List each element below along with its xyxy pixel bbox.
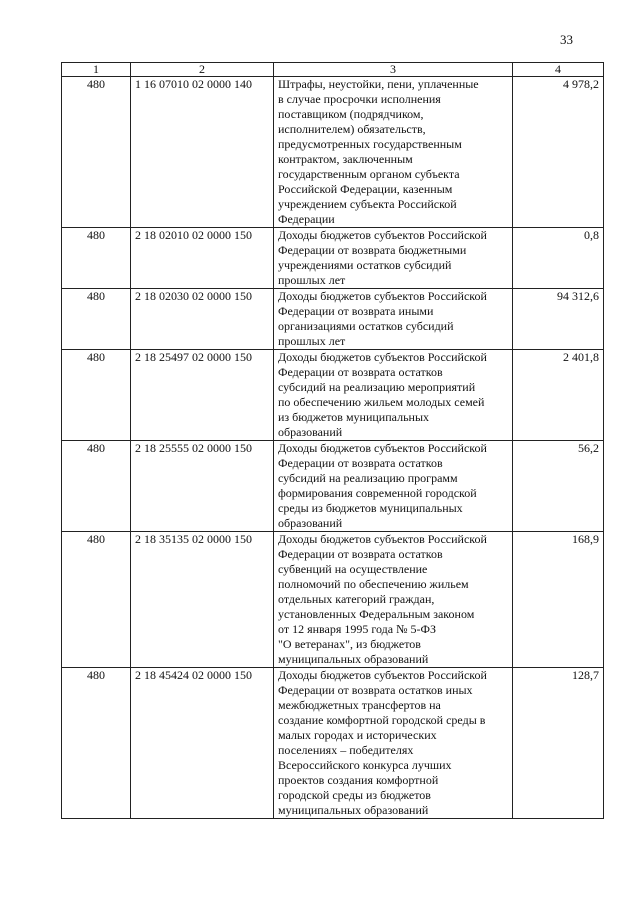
revenue-name-line: Федерации от возврата остатков [278, 547, 443, 561]
revenue-name-line: по обеспечению жильем молодых семей [278, 395, 485, 409]
revenue-name-line: прошлых лет [278, 334, 346, 348]
table-row [62, 228, 604, 289]
revenue-name-line: среды из бюджетов муниципальных [278, 501, 463, 515]
revenue-name-line: контрактом, заключенным [278, 152, 413, 166]
admin-code-cell: 480 [62, 532, 131, 668]
revenue-name-line: от 12 января 1995 года № 5-ФЗ [278, 622, 437, 636]
budget-code-cell: 2 18 25555 02 0000 150 [131, 441, 274, 532]
revenue-name-line: Федерации от возврата иными [278, 304, 434, 318]
revenue-name-line: поселениях – победителях [278, 743, 414, 757]
revenue-name-line: учреждением субъекта Российской [278, 197, 457, 211]
revenue-name-line: Штрафы, неустойки, пени, уплаченные [278, 77, 479, 91]
column-header-2: 2 [131, 63, 274, 77]
revenue-name-line: государственным органом субъекта [278, 167, 460, 181]
revenue-name-line: субсидий на реализацию мероприятий [278, 380, 476, 394]
revenue-name-line: отдельных категорий граждан, [278, 592, 435, 606]
revenue-name-line: формирования современной городской [278, 486, 477, 500]
column-header-1: 1 [62, 63, 131, 77]
revenue-name-line: установленных Федеральным законом [278, 607, 475, 621]
revenue-name-line: организациями остатков субсидий [278, 319, 454, 333]
amount-cell: 56,2 [513, 441, 604, 532]
revenue-name-line: субсидий на реализацию программ [278, 471, 458, 485]
revenue-name-line: Федерации от возврата остатков [278, 365, 443, 379]
revenue-table [61, 62, 604, 819]
table-row [62, 441, 604, 532]
revenue-name-line: предусмотренных государственным [278, 137, 462, 151]
budget-code-cell: 2 18 02030 02 0000 150 [131, 289, 274, 350]
amount-cell: 4 978,2 [513, 77, 604, 228]
revenue-name-line: исполнителем) обязательств, [278, 122, 426, 136]
revenue-name-line: образований [278, 425, 343, 439]
revenue-name-cell [274, 350, 513, 441]
table-row [62, 668, 604, 819]
admin-code-cell: 480 [62, 289, 131, 350]
revenue-name-line: Доходы бюджетов субъектов Российской [278, 289, 487, 303]
column-header-4: 4 [513, 63, 604, 77]
revenue-name-line: в случае просрочки исполнения [278, 92, 441, 106]
revenue-name-cell [274, 228, 513, 289]
budget-code-cell: 2 18 02010 02 0000 150 [131, 228, 274, 289]
revenue-name-cell [274, 77, 513, 228]
admin-code-cell: 480 [62, 350, 131, 441]
revenue-name-line: Федерации [278, 212, 335, 226]
amount-cell: 0,8 [513, 228, 604, 289]
revenue-name-line: Доходы бюджетов субъектов Российской [278, 668, 487, 682]
revenue-name-line: Доходы бюджетов субъектов Российской [278, 532, 487, 546]
table-row [62, 350, 604, 441]
revenue-name-line: образований [278, 516, 343, 530]
revenue-name-line: муниципальных образований [278, 652, 429, 666]
revenue-name-line: Российской Федерации, казенным [278, 182, 453, 196]
budget-code-cell: 2 18 25497 02 0000 150 [131, 350, 274, 441]
revenue-name-line: межбюджетных трансфертов на [278, 698, 441, 712]
revenue-name-line: малых городах и исторических [278, 728, 437, 742]
revenue-name-line: субвенций на осуществление [278, 562, 428, 576]
amount-cell: 2 401,8 [513, 350, 604, 441]
revenue-name-line: "О ветеранах", из бюджетов [278, 637, 421, 651]
admin-code-cell: 480 [62, 668, 131, 819]
budget-code-cell: 2 18 45424 02 0000 150 [131, 668, 274, 819]
revenue-name-line: Доходы бюджетов субъектов Российской [278, 228, 487, 242]
budget-code-cell: 2 18 35135 02 0000 150 [131, 532, 274, 668]
table-header-row [62, 63, 604, 77]
admin-code-cell: 480 [62, 441, 131, 532]
admin-code-cell: 480 [62, 77, 131, 228]
table-row [62, 289, 604, 350]
revenue-name-line: Федерации от возврата бюджетными [278, 243, 467, 257]
amount-cell: 94 312,6 [513, 289, 604, 350]
amount-cell: 128,7 [513, 668, 604, 819]
revenue-name-line: Всероссийского конкурса лучших [278, 758, 452, 772]
admin-code-cell: 480 [62, 228, 131, 289]
page-number: 33 [560, 32, 573, 47]
revenue-name-cell [274, 668, 513, 819]
table-row [62, 532, 604, 668]
revenue-name-line: поставщиком (подрядчиком, [278, 107, 424, 121]
revenue-name-line: Федерации от возврата остатков иных [278, 683, 473, 697]
revenue-name-line: Доходы бюджетов субъектов Российской [278, 350, 487, 364]
amount-cell: 168,9 [513, 532, 604, 668]
revenue-name-line: прошлых лет [278, 273, 346, 287]
revenue-name-line: из бюджетов муниципальных [278, 410, 430, 424]
revenue-name-line: муниципальных образований [278, 803, 429, 817]
revenue-name-line: создание комфортной городской среды в [278, 713, 486, 727]
table-row [62, 77, 604, 228]
budget-code-cell: 1 16 07010 02 0000 140 [131, 77, 274, 228]
column-header-3: 3 [274, 63, 513, 77]
revenue-name-line: Федерации от возврата остатков [278, 456, 443, 470]
revenue-name-line: Доходы бюджетов субъектов Российской [278, 441, 487, 455]
revenue-name-line: городской среды из бюджетов [278, 788, 431, 802]
revenue-name-cell [274, 441, 513, 532]
revenue-name-cell [274, 532, 513, 668]
revenue-name-line: проектов создания комфортной [278, 773, 439, 787]
table-body [62, 77, 604, 819]
revenue-name-line: полномочий по обеспечению жильем [278, 577, 469, 591]
revenue-name-cell [274, 289, 513, 350]
revenue-name-line: учреждениями остатков субсидий [278, 258, 452, 272]
